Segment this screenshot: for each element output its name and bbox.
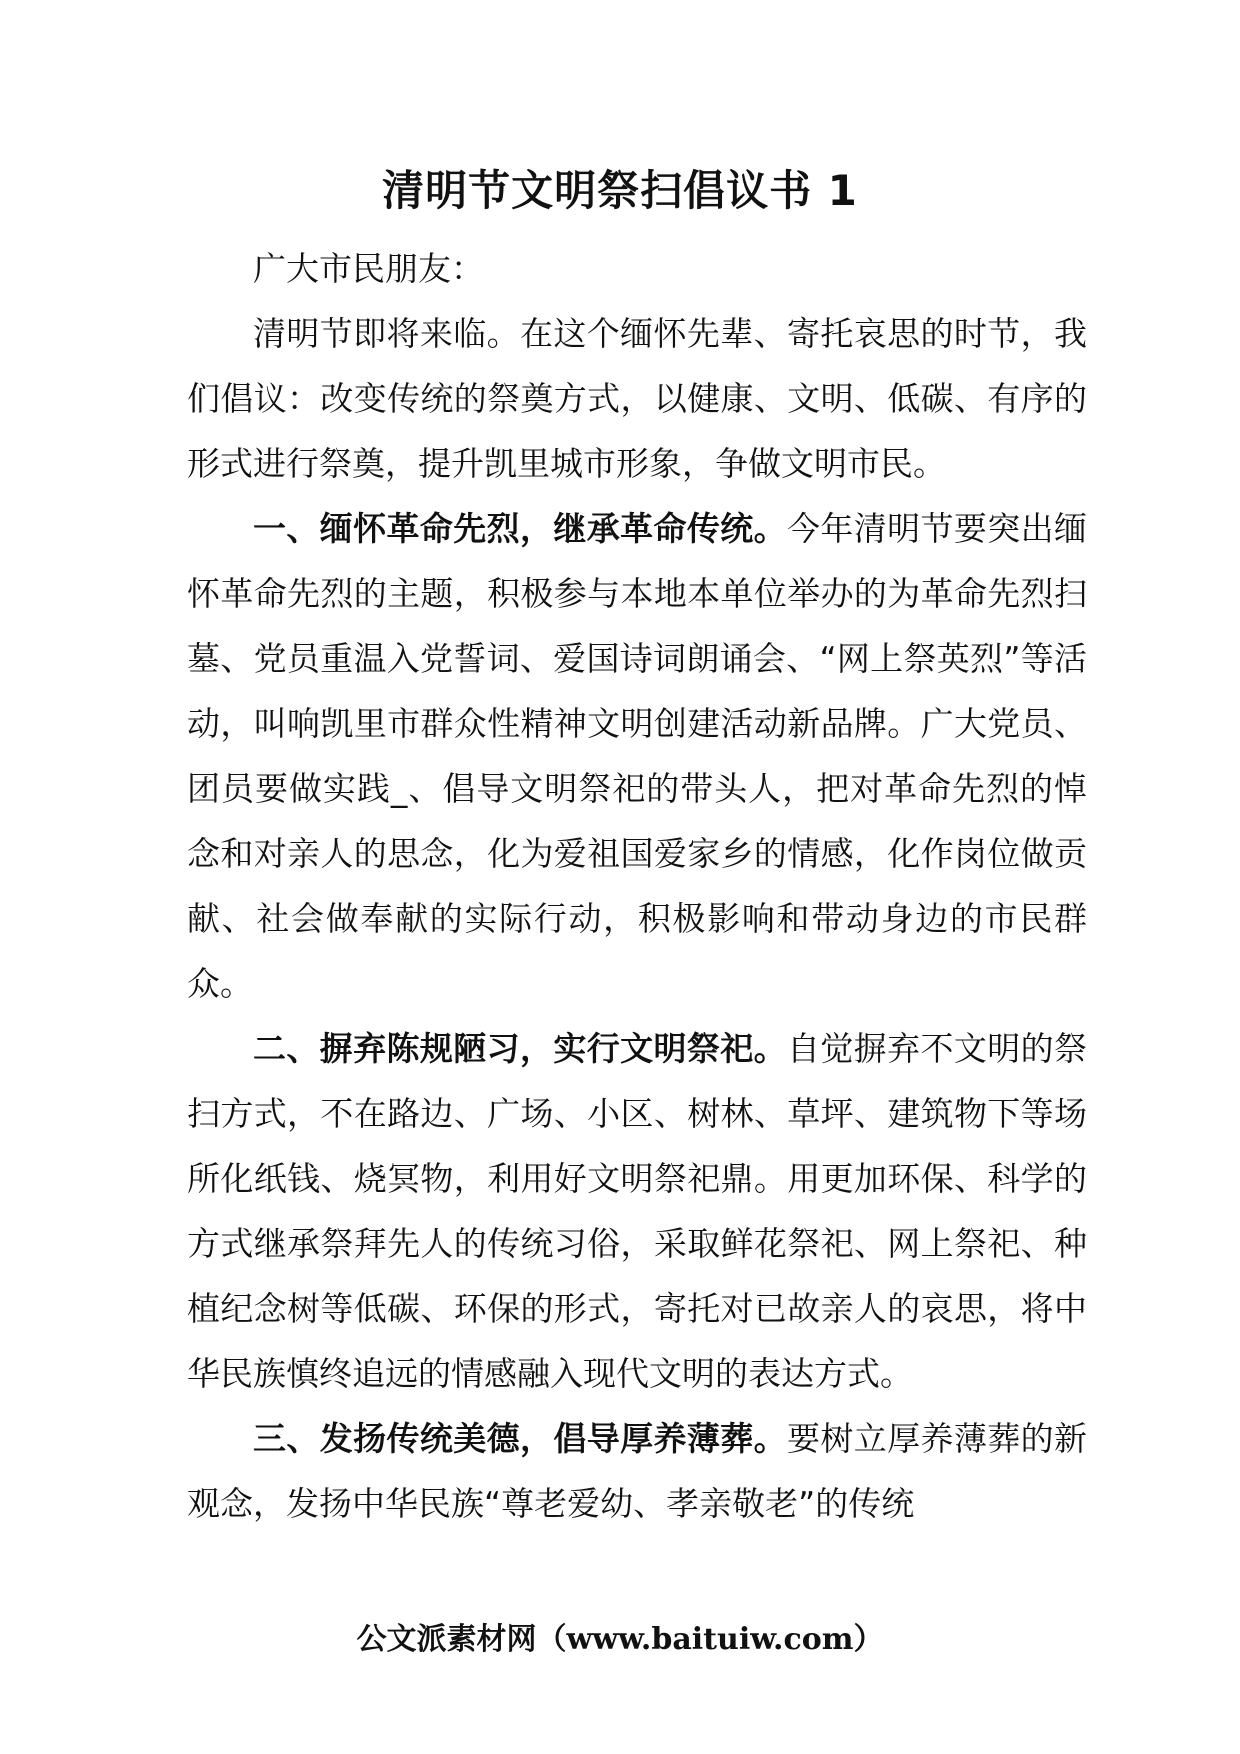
document-body [187, 236, 1087, 1536]
section-body-1: 今年清明节要突出缅怀革命先烈的主题，积极参与本地本单位举办的为革命先烈扫墓、党员重温入党誓词、爱国诗词朗诵会、“网上祭英烈”等活动，叫响凯里市群众性精神文明创建活动新品牌。广大党员、团员要做实践_、倡导文明祭祀的带头人，把对革命先烈的悼念和对亲人的思念，化为爱祖国爱家乡的情感，化作岗位做贡献、社会做奉献的实际行动，积极影响和带动身边的市民群众。 [187, 509, 1087, 1003]
footer-watermark: 公文派素材网（www.baituiw.com） [356, 1622, 884, 1657]
salutation: 广大市民朋友： [253, 249, 484, 288]
section-paragraph-3 [187, 1406, 1087, 1536]
section-paragraph-2 [187, 1016, 1087, 1406]
section-heading-3: 三、发扬传统美德，倡导厚养薄葬。 [253, 1419, 787, 1458]
section-body-2: 自觉摒弃不文明的祭扫方式，不在路边、广场、小区、树林、草坪、建筑物下等场所化纸钱、烧冥物，利用好文明祭祀鼎。用更加环保、科学的方式继承祭拜先人的传统习俗，采取鲜花祭祀、网上祭祀、种植纪念树等低碳、环保的形式，寄托对已故亲人的哀思，将中华民族慎终追远的情感融入现代文明的表达方式。 [187, 1029, 1087, 1393]
section-paragraph-1 [187, 496, 1087, 1016]
section-body-3: 要树立厚养薄葬的新观念，发扬中华民族“尊老爱幼、孝亲敬老”的传统 [187, 1419, 1087, 1523]
section-heading-2: 二、摒弃陈规陋习，实行文明祭祀。 [253, 1029, 787, 1068]
intro-paragraph: 清明节即将来临。在这个缅怀先辈、寄托哀思的时节，我们倡议：改变传统的祭奠方式，以健康、文明、低碳、有序的形式进行祭奠，提升凯里城市形象，争做文明市民。 [187, 314, 1087, 483]
section-heading-1: 一、缅怀革命先烈，继承革命传统。 [253, 509, 787, 548]
document-title: 清明节文明祭扫倡议书 1 [382, 166, 858, 215]
